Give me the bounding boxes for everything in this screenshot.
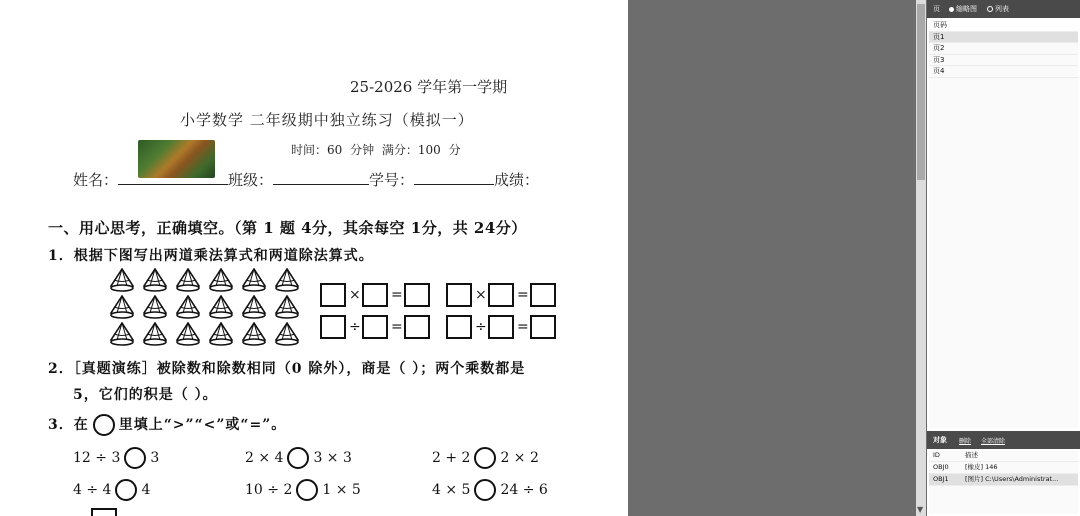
- comparison-right: 3: [150, 450, 160, 466]
- question-3-suffix: 里填上“>”“<”或“=”。: [118, 417, 287, 433]
- object-desc: [图片] C:\Users\Administrat...: [965, 475, 1059, 483]
- next-line-cutoff: [88, 508, 178, 516]
- comparison-left: 12 ÷ 3: [73, 450, 121, 466]
- shuttlecock-icon: [108, 268, 136, 292]
- answer-box: [91, 508, 117, 516]
- comparison-item: [245, 479, 361, 501]
- comparison-right: 4: [141, 482, 151, 498]
- object-id: OBJ1: [933, 475, 949, 483]
- equals-sign: =: [391, 319, 403, 335]
- vertical-scrollbar[interactable]: [916, 0, 926, 516]
- list-view-radio[interactable]: [987, 4, 1009, 14]
- student-info-line: [73, 169, 539, 190]
- divide-sign: ÷: [349, 319, 361, 335]
- time-info: 时间：60 分钟 满分：100 分: [291, 143, 461, 157]
- answer-box: [362, 315, 388, 339]
- answer-box: [530, 283, 556, 307]
- compare-circle-icon: [474, 479, 496, 501]
- equation-multiply-2: [443, 283, 559, 307]
- column-id: ID: [933, 451, 940, 459]
- divide-sign: ÷: [475, 319, 487, 335]
- objects-panel-header: [927, 431, 1080, 449]
- shuttlecock-icon: [240, 295, 268, 319]
- comparison-item: [73, 447, 159, 469]
- thumbnail-view-label: 缩略图: [956, 5, 977, 13]
- delete-link[interactable]: 删除: [959, 438, 972, 445]
- compare-circle-icon: [124, 447, 146, 469]
- page-list-item[interactable]: 页1: [929, 32, 1078, 44]
- scroll-down-icon[interactable]: ▼: [917, 505, 924, 514]
- equals-sign: =: [517, 319, 529, 335]
- shuttlecock-icon: [141, 268, 169, 292]
- comparison-left: 2 × 4: [245, 450, 284, 466]
- comparison-right: 24 ÷ 6: [500, 482, 548, 498]
- shuttlecock-icon: [273, 322, 301, 346]
- shuttlecock-icon: [240, 268, 268, 292]
- shuttlecock-icon: [207, 268, 235, 292]
- equation-multiply-1: [317, 283, 433, 307]
- question-2-line-2: 5，它们的积是（ ）。: [73, 387, 218, 403]
- scrollbar-thumb[interactable]: [917, 4, 925, 180]
- shuttlecock-icon: [207, 322, 235, 346]
- comparison-item: [73, 479, 150, 501]
- term-heading: 25-2026 学年第一学期: [350, 78, 508, 96]
- comparison-left: 10 ÷ 2: [245, 482, 293, 498]
- compare-circle-icon: [474, 447, 496, 469]
- workspace-background: [628, 0, 916, 516]
- id-label: 学号：: [369, 171, 415, 189]
- shuttlecock-icon: [174, 295, 202, 319]
- equation-divide-2: [443, 315, 559, 339]
- compare-circle-icon: [296, 479, 318, 501]
- object-list-header: [929, 450, 1078, 462]
- comparison-right: 1 × 5: [322, 482, 361, 498]
- compare-circle-icon: [287, 447, 309, 469]
- shuttlecock-icon: [174, 322, 202, 346]
- object-list-item[interactable]: [929, 462, 1078, 474]
- name-blank: [118, 172, 228, 185]
- comparison-item: [432, 479, 548, 501]
- page-list: [929, 20, 1078, 428]
- answer-box: [446, 315, 472, 339]
- exam-title: 小学数学 二年级期中独立练习（模拟一）: [180, 111, 474, 129]
- list-view-label: 列表: [995, 5, 1009, 13]
- answer-box: [404, 315, 430, 339]
- page-list-item[interactable]: 页2: [929, 43, 1078, 55]
- id-blank: [414, 172, 494, 185]
- object-list-item[interactable]: [929, 474, 1078, 486]
- multiply-sign: ×: [349, 287, 361, 303]
- shuttlecock-icon: [207, 295, 235, 319]
- comparison-left: 2 + 2: [432, 450, 471, 466]
- answer-box: [362, 283, 388, 307]
- comparison-item: [245, 447, 352, 469]
- comparison-item: [432, 447, 539, 469]
- comparison-left: 4 ÷ 4: [73, 482, 112, 498]
- page-list-item[interactable]: 页4: [929, 66, 1078, 78]
- answer-box: [320, 315, 346, 339]
- radio-unselected-icon: [987, 6, 993, 12]
- pages-panel-header: [927, 0, 1080, 18]
- equals-sign: =: [391, 287, 403, 303]
- answer-box: [488, 315, 514, 339]
- thumbnail-view-radio[interactable]: [949, 4, 977, 14]
- equation-divide-1: [317, 315, 433, 339]
- object-desc: [橡皮] 146: [965, 463, 998, 471]
- shuttlecock-icon: [108, 295, 136, 319]
- compare-circle-icon: [93, 414, 115, 436]
- shuttlecock-icon: [141, 322, 169, 346]
- comparison-right: 2 × 2: [500, 450, 539, 466]
- shuttlecock-icon: [141, 295, 169, 319]
- answer-box: [404, 283, 430, 307]
- pages-panel-title: 页: [933, 5, 940, 13]
- object-id: OBJ0: [933, 463, 949, 471]
- page-list-item[interactable]: 页3: [929, 55, 1078, 67]
- multiply-sign: ×: [475, 287, 487, 303]
- shuttlecock-icon: [273, 268, 301, 292]
- question-3: [48, 414, 286, 436]
- question-1: 1．根据下图写出两道乘法算式和两道除法算式。: [48, 248, 374, 264]
- shuttlecock-icon: [108, 322, 136, 346]
- comparison-left: 4 × 5: [432, 482, 471, 498]
- answer-box: [320, 283, 346, 307]
- shuttlecock-icon: [273, 295, 301, 319]
- equals-sign: =: [517, 287, 529, 303]
- score-label: 成绩：: [494, 171, 540, 189]
- question-3-prefix: 3．在: [48, 417, 89, 433]
- radio-selected-icon: [949, 7, 954, 12]
- class-label: 班级：: [228, 171, 274, 189]
- compare-circle-icon: [115, 479, 137, 501]
- shuttlecock-icon: [240, 322, 268, 346]
- answer-box: [530, 315, 556, 339]
- answer-box: [446, 283, 472, 307]
- shuttlecock-icon: [174, 268, 202, 292]
- question-2-line-1: 2．［真题演练］被除数和除数相同（0 除外），商是（ ）；两个乘数都是: [48, 361, 526, 377]
- column-desc: 描述: [965, 451, 978, 459]
- objects-panel-title: 对象: [933, 436, 947, 444]
- class-blank: [273, 172, 369, 185]
- clear-all-link[interactable]: 全部清除: [981, 438, 1006, 445]
- section-1-heading: 一、用心思考，正确填空。（第 1 题 4分，其余每空 1分，共 24分）: [48, 219, 527, 237]
- name-label: 姓名：: [73, 171, 119, 189]
- answer-box: [488, 283, 514, 307]
- page-list-header: 页码: [929, 20, 1078, 32]
- side-panel: [927, 0, 1080, 516]
- object-list: [929, 450, 1078, 514]
- comparison-right: 3 × 3: [313, 450, 352, 466]
